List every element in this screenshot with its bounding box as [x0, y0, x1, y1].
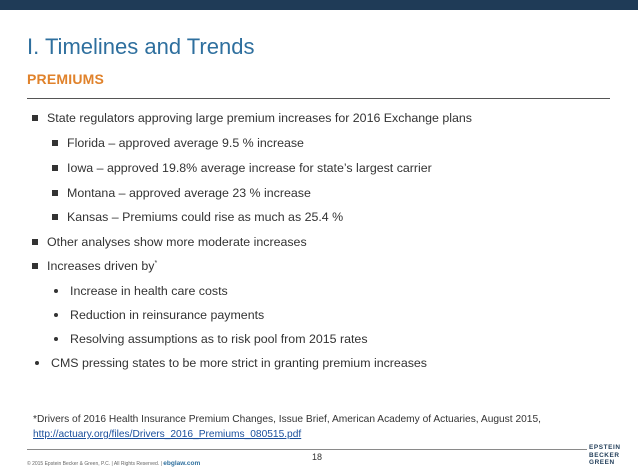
slide-title: I. Timelines and Trends: [27, 34, 255, 59]
round-bullet-icon: [35, 361, 39, 365]
footnote-link[interactable]: http://actuary.org/files/Drivers_2016_Premiums_080515.pdf: [33, 429, 302, 440]
bullet-item: Montana – approved average 23 % increase: [52, 186, 311, 200]
square-bullet-icon: [52, 214, 58, 220]
square-bullet-icon: [32, 115, 38, 121]
bullet-item: Florida – approved average 9.5 % increase: [52, 136, 304, 150]
round-bullet-icon: [54, 337, 58, 341]
bullet-item: Other analyses show more moderate increases: [32, 235, 307, 249]
bullet-item: Resolving assumptions as to risk pool from 2015 rates: [54, 332, 368, 346]
round-bullet-icon: [54, 313, 58, 317]
footnote: [33, 412, 541, 442]
square-bullet-icon: [32, 263, 38, 269]
bullet-item: Reduction in reinsurance payments: [54, 308, 264, 322]
copyright-notice: © 2015 Epstein Becker & Green, P.C. | All Rights Reserved. | ebglaw.com: [27, 460, 201, 467]
bullet-item: Iowa – approved 19.8% average increase for state’s largest carrier: [52, 161, 432, 175]
website-link[interactable]: ebglaw.com: [163, 460, 201, 467]
round-bullet-icon: [54, 289, 58, 293]
square-bullet-icon: [52, 190, 58, 196]
bullet-item: Increase in health care costs: [54, 284, 228, 298]
bullet-item: Kansas – Premiums could rise as much as 25.4 %: [52, 210, 343, 224]
square-bullet-icon: [52, 165, 58, 171]
bullet-item: Increases driven by*: [32, 259, 157, 273]
header-divider: [27, 98, 610, 99]
footer-divider: [27, 449, 587, 450]
square-bullet-icon: [52, 140, 58, 146]
square-bullet-icon: [32, 239, 38, 245]
footnote-text: *Drivers of 2016 Health Insurance Premium Changes, Issue Brief, American Academy of Actuaries, August 2015,: [33, 414, 541, 425]
bullet-item: CMS pressing states to be more strict in granting premium increases: [35, 356, 427, 370]
section-heading: PREMIUMS: [27, 71, 105, 87]
footnote-marker: *: [154, 259, 158, 267]
page-number: 18: [312, 452, 323, 462]
top-banner-bar: [0, 0, 638, 10]
bullet-item: State regulators approving large premium increases for 2016 Exchange plans: [32, 111, 472, 125]
firm-logo: EPSTEIN BECKER GREEN: [589, 444, 621, 466]
